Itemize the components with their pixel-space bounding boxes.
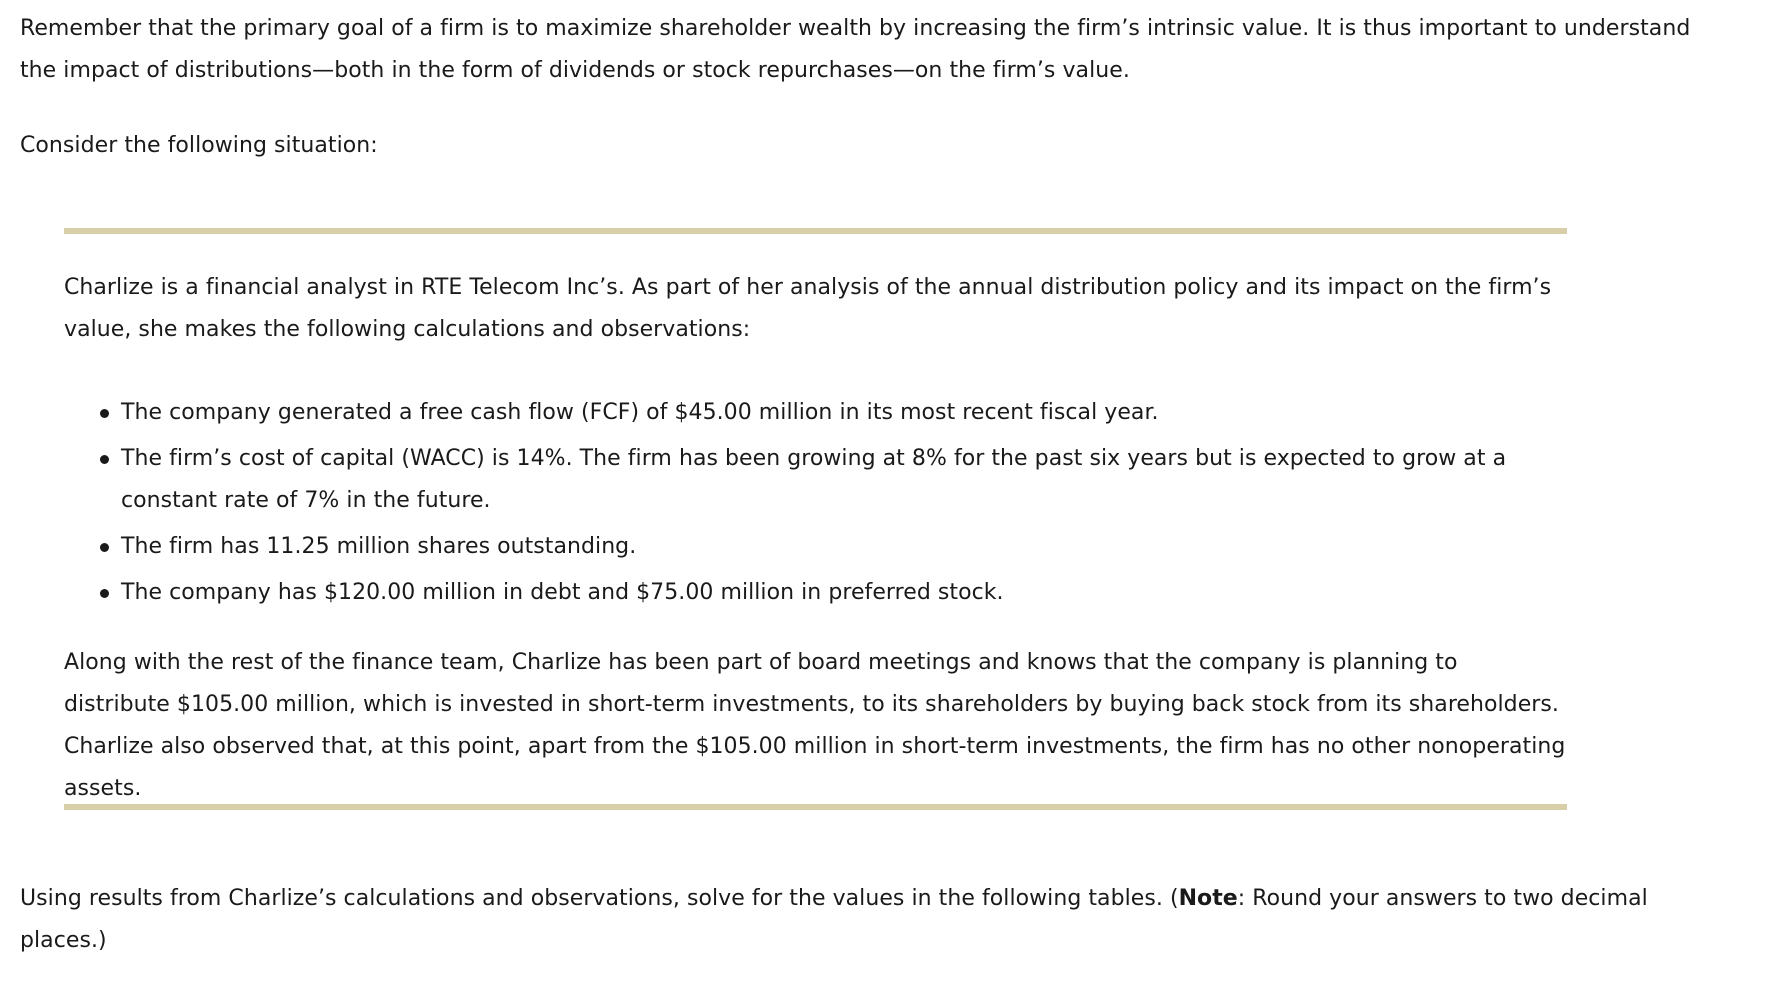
- scenario-bottom-divider: [64, 804, 1567, 810]
- note-label: Note: [1178, 886, 1238, 911]
- bullet-icon: [100, 589, 109, 598]
- observation-text: The firm’s cost of capital (WACC) is 14%. The firm has been growing at 8% for the past six years but is expected to grow at a constant rate of 7% in the future.: [121, 446, 1507, 513]
- scenario-distribution-paragraph: Along with the rest of the finance team, Charlize has been part of board meetings and knows that the company is planning to distribute $105.00 million, which is invested in short-term investments, to its shareholders by buying back stock from its shareholders. Charlize also observed that, at this point, apart from the $105.00 million in short-term investments, the firm has no other nonoperating assets.: [64, 650, 1566, 801]
- intro-paragraph: Remember that the primary goal of a firm is to maximize shareholder wealth by increasing the firm’s intrinsic value. It is thus important to understand the impact of distributions—both in the form of dividends or stock repurchases—on the firm’s value.: [20, 16, 1691, 83]
- observation-text: The company has $120.00 million in debt and $75.00 million in preferred stock.: [121, 580, 1004, 605]
- bullet-icon: [100, 543, 109, 552]
- instructions-text-end: : Round your answers to two decimal places.): [20, 886, 1648, 953]
- observation-text: The company generated a free cash flow (FCF) of $45.00 million in its most recent fiscal year.: [121, 400, 1159, 425]
- observation-item-wacc: [64, 438, 1567, 522]
- bullet-icon: [100, 409, 109, 418]
- observation-text: The firm has 11.25 million shares outstanding.: [121, 534, 637, 559]
- observation-item-shares: [64, 526, 1567, 568]
- scenario-intro-paragraph: Charlize is a financial analyst in RTE Telecom Inc’s. As part of her analysis of the annual distribution policy and its impact on the firm’s value, she makes the following calculations and observations:: [64, 275, 1552, 342]
- instructions-text-start: Using results from Charlize’s calculations and observations, solve for the values in the following tables. (: [20, 886, 1179, 911]
- consider-paragraph: Consider the following situation:: [20, 133, 378, 158]
- observations-list: [64, 392, 1567, 618]
- instructions-paragraph: [20, 878, 1680, 962]
- bullet-icon: [100, 455, 109, 464]
- observation-item-fcf: [64, 392, 1567, 434]
- observation-item-debt: [64, 572, 1567, 614]
- scenario-top-divider: [64, 228, 1567, 234]
